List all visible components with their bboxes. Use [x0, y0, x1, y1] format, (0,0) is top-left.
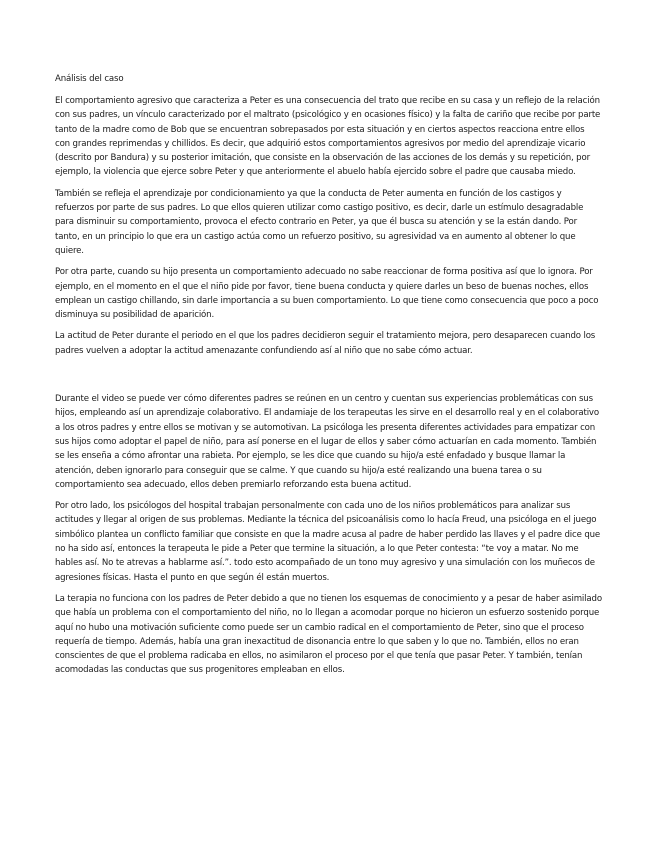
paragraph: La actitud de Peter durante el periodo en el que los padres decidieron seguir el tratamiento mejora, pero desaparecen cuando los padres vuelven a adoptar la actitud amenazante confundiendo así al niño que no sabe cómo actuar. — [55, 331, 596, 356]
section-heading: Análisis del caso — [55, 74, 124, 84]
paragraph: El comportamiento agresivo que caracteriza a Peter es una consecuencia del trato que recibe en su casa y un reflejo de la relación con sus padres, un vínculo caracterizado por el maltrato (psicológico y en ocasiones físico) y la falta de cariño que recibe por parte tanto de la madre como de Bob que se encuentran sobrepasados por esta situación y en ciertos aspectos reacciona entre ellos con grandes reprimendas y chillidos. Es decir, que adquirió estos comportamientos agresivos por medio del aprendizaje vicario (descrito por Bandura) y su posterior imitación, que consiste en la observación de las acciones de los demás y su repetición, por ejemplo, la violencia que ejerce sobre Peter y que anteriormente el abuelo había ejercido sobre el padre que causaba miedo. — [55, 96, 601, 178]
paragraph: Durante el video se puede ver cómo diferentes padres se reúnen en un centro y cuentan sus experiencias problemáticas con sus hijos, empleando así un aprendizaje colaborativo. El andamiaje de los terapeutas les sirve en el desarrollo real y en el colaborativo a los otros padres y entre ellos se motivan y se automotivan. La psicóloga les presenta diferentes actividades para empatizar con sus hijos como adoptar el papel de niño, para así ponerse en el lugar de ellos y saber cómo actuarían en cada momento. También se les enseña a cómo afrontar una rabieta. Por ejemplo, se les dice que cuando su hijo/a esté enfadado y busque llamar la atención, deben ignorarlo para conseguir que se calme. Y que cuando su hijo/a esté realizando una buena tarea o su comportamiento sea adecuado, ellos deben premiarlo reforzando esta buena actitud. — [55, 394, 599, 490]
paragraph: La terapia no funciona con los padres de Peter debido a que no tienen los esquemas de conocimiento y a pesar de haber asimilado que había un problema con el comportamiento del niño, no lo llegan a acomodar porque no hicieron un esfuerzo sostenido porque aquí no hubo una motivación suficiente como puede ser un cambio radical en el comportamiento de Peter, sino que el proceso requería de tiempo. Además, había una gran inexactitud de disonancia entre lo que saben y lo que no. También, ellos no eran conscientes de que el problema radicaba en ellos, no asimilaron el proceso por el que tenía que pasar Peter. Y también, tenían acomodadas las conductas que sus progenitores empleaban en ellos. — [55, 593, 602, 676]
paragraph: Por otro lado, los psicólogos del hospital trabajan personalmente con cada uno de los niños problemáticos para analizar sus actitudes y llegar al origen de sus problemas. Mediante la técnica del psicoanálisis como lo hacía Freud, una psicóloga en el juego simbólico plantea un conflicto familiar que consiste en que la madre acusa al padre de haber perdido las llaves y el padre dice que no ha sido así, entonces la terapeuta le pide a Peter que termine la situación, a lo que Peter contesta: “te voy a matar. No me hables así. No te atrevas a hablarme así.”. todo esto acompañado de un tono muy agresivo y una simulación con los muñecos de agresiones físicas. Hasta el punto en que según él están muertos. — [55, 501, 601, 583]
paragraph: También se refleja el aprendizaje por condicionamiento ya que la conducta de Peter aumenta en función de los castigos y refuerzos por parte de sus padres. Lo que ellos quieren utilizar como castigo positivo, es decir, darle un estímulo desagradable para disminuir su comportamiento, provoca el efecto contrario en Peter, ya que él busca su atención y se la están dando. Por tanto, en un principio lo que era un castigo actúa como un refuerzo positivo, su agresividad va en aumento al obtener lo que quiere. — [55, 188, 584, 256]
document-body — [55, 72, 602, 685]
paragraph: Por otra parte, cuando su hijo presenta un comportamiento adecuado no sabe reaccionar de forma positiva así que lo ignora. Por ejemplo, en el momento en el que el niño pide por favor, tiene buena conducta y quiere darles un beso de buenas noches, ellos emplean un castigo chillando, sin darle importancia a su buen comportamiento. Lo que tiene como consecuencia que poco a poco disminuya su posibilidad de aparición. — [55, 267, 599, 321]
